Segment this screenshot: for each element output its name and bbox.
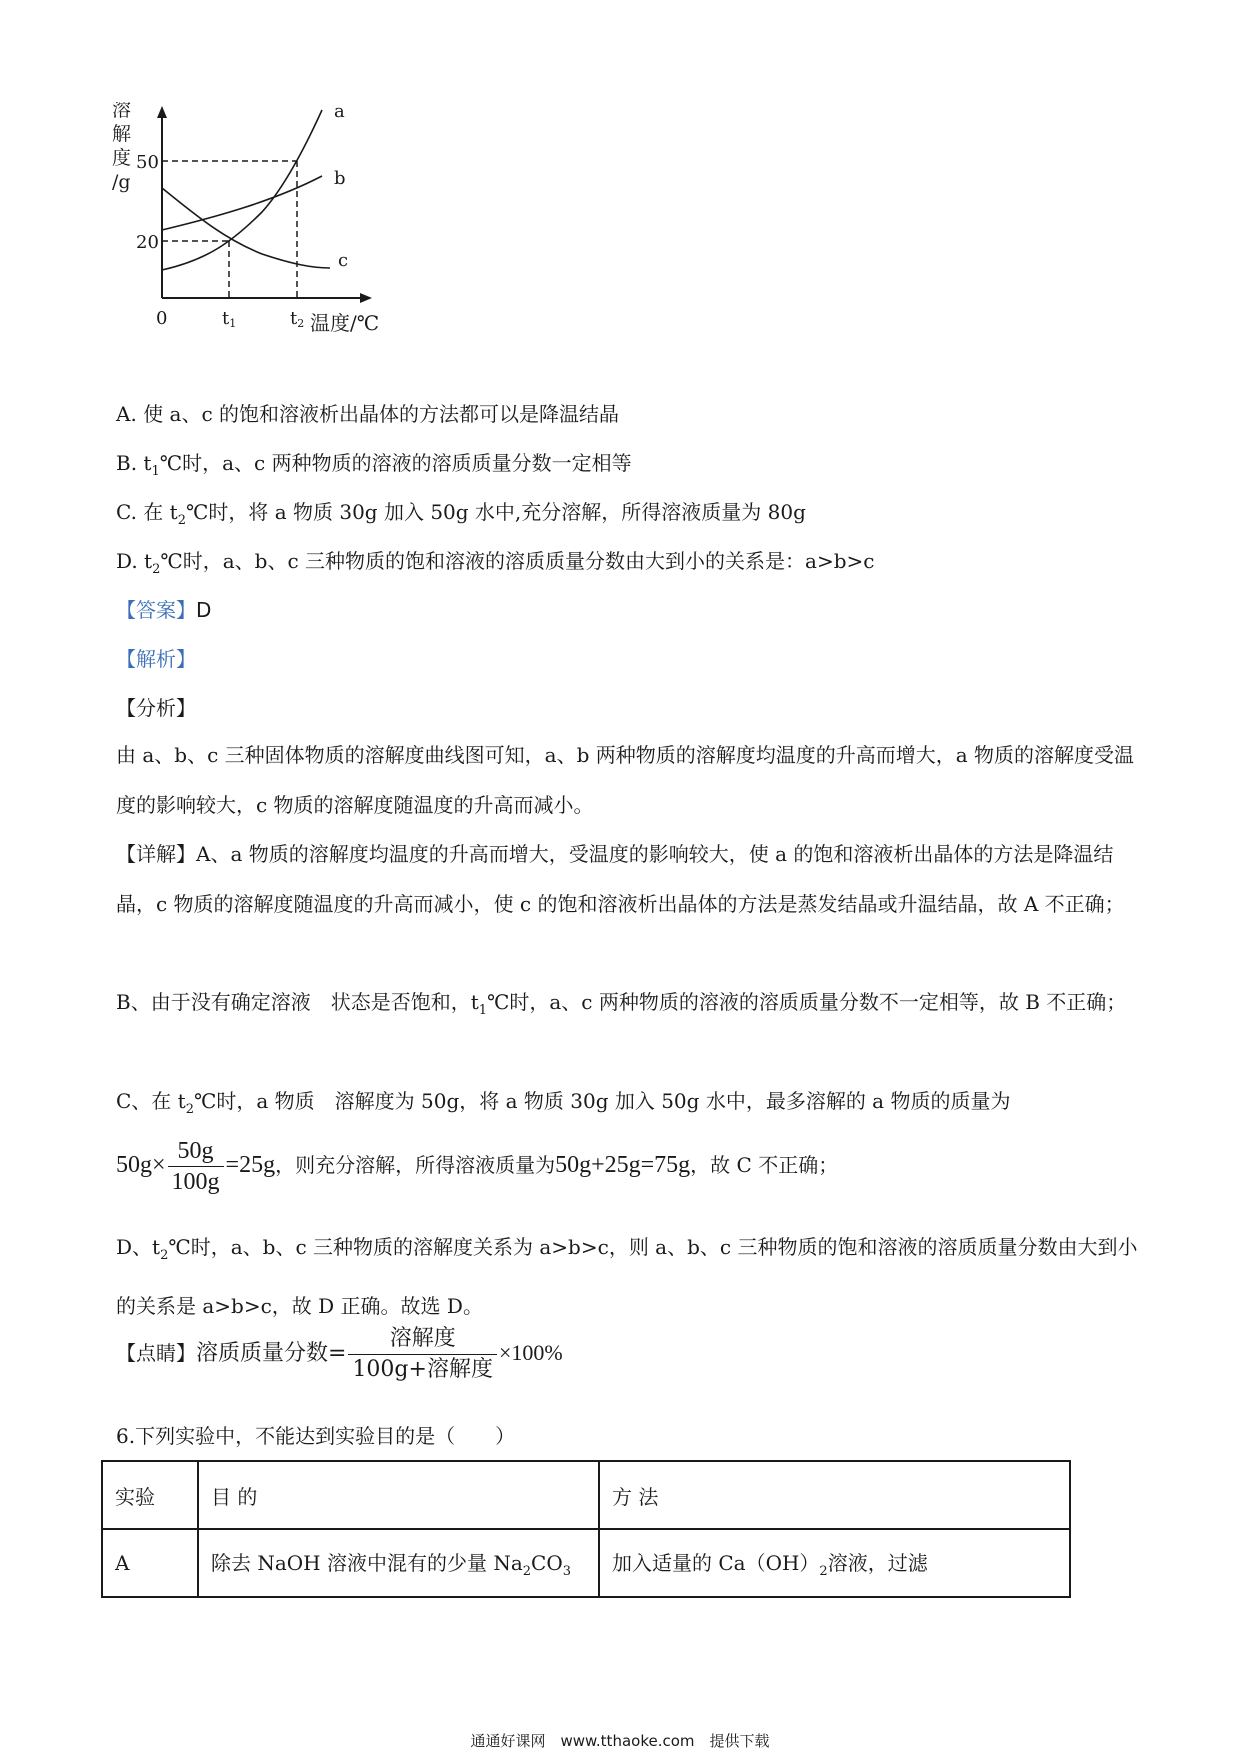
calc-numerator: 50g (168, 1136, 224, 1167)
dianjing-tag: 【点睛】 (116, 1341, 196, 1365)
option-c (116, 498, 806, 535)
q6-cell-exp: A (102, 1529, 198, 1597)
q6-method-sub: 2 (819, 1564, 828, 1579)
dianjing-numerator: 溶解度 (348, 1324, 497, 1355)
dianjing-line (116, 1324, 563, 1385)
q6-header-row (102, 1461, 1070, 1529)
detail-c-pre: C、在 t (116, 1089, 186, 1113)
option-b-sub: 1 (151, 464, 160, 479)
dianjing-denominator: 100g+溶解度 (352, 1357, 493, 1382)
detail-d-sub: 2 (160, 1248, 169, 1263)
detail-c-sub: 2 (185, 1102, 194, 1117)
y-label-line3: 度 (112, 147, 132, 169)
q6-goal-mid: CO (531, 1551, 563, 1575)
page-footer: 通通好课网 www.tthaoke.com 提供下载 (470, 1732, 770, 1750)
detail-a-text: A、a 物质的溶解度均温度的升高而增大，受温度的影响较大，使 a 的饱和溶液析出晶体的方法是降温结晶，c 物质的溶解度随温度的升高而减小，使 c 的饱和溶液析出晶体的方法是蒸发结晶或升温结晶，故 A 不正确； (116, 842, 1125, 916)
calc-end: ，故 C 不正确； (690, 1153, 839, 1177)
option-d-pre: D. t (116, 549, 153, 573)
y-label-line4: /g (112, 171, 131, 193)
y-label-line2: 解 (112, 123, 132, 145)
q6-cell-goal (198, 1529, 599, 1597)
option-b (116, 449, 632, 486)
calc-fraction (168, 1136, 224, 1197)
answer-line (116, 596, 211, 624)
fenxi-tag: 【分析】 (116, 696, 196, 720)
detail-tag: 【详解】 (116, 842, 196, 866)
solubility-chart (112, 102, 432, 382)
detail-c-calculation (116, 1136, 838, 1197)
dianjing-tail: ×100% (498, 1340, 563, 1365)
calc-denominator: 100g (171, 1169, 220, 1195)
answer-value: D (196, 598, 212, 622)
q6-goal-sub2: 3 (562, 1564, 572, 1579)
q6-header-method: 方 法 (599, 1461, 1070, 1529)
q6-header-exp: 实验 (102, 1461, 198, 1529)
curve-a (162, 110, 322, 270)
option-c-pre: C. 在 t (116, 500, 178, 524)
option-d-post: ℃时，a、b、c 三种物质的饱和溶液的溶质质量分数由大到小的关系是：a>b>c (160, 549, 875, 573)
detail-b-post: ℃时，a、c 两种物质的溶液的溶质质量分数不一定相等，故 B 不正确； (487, 990, 1127, 1014)
solubility-figure (112, 102, 432, 382)
y-tick-20: 20 (136, 232, 159, 253)
detail-b-paragraph (116, 977, 1140, 1036)
option-c-post: ℃时，将 a 物质 30g 加入 50g 水中,充分溶解，所得溶液质量为 80g (185, 500, 806, 524)
detail-d-post: ℃时，a、b、c 三种物质的溶解度关系为 a>b>c，则 a、b、c 三种物质的饱和溶液的溶质质量分数由大到小的关系是 a>b>c，故 D 正确。故选 D。 (116, 1235, 1138, 1318)
detail-d-pre: D、t (116, 1235, 161, 1259)
x-tick-t2: t2 (290, 308, 305, 330)
q6-method-post: 溶液，过滤 (827, 1551, 928, 1575)
y-axis-arrow (157, 106, 167, 118)
q6-goal-sub1: 2 (522, 1564, 532, 1579)
detail-d-paragraph (116, 1222, 1140, 1331)
option-d (116, 547, 874, 584)
calc-sum: 50g+25g=75g (555, 1152, 691, 1178)
y-tick-50: 50 (136, 152, 159, 173)
dianjing-fraction (348, 1324, 497, 1385)
option-a: A. 使 a、c 的饱和溶液析出晶体的方法都可以是降温结晶 (116, 402, 619, 426)
calc-left: 50g× (116, 1152, 166, 1178)
option-b-post: ℃时，a、c 两种物质的溶液的溶质质量分数一定相等 (159, 451, 632, 475)
x-tick-t1: t1 (222, 308, 237, 330)
detail-c-post: ℃时，a 物质 溶解度为 50g，将 a 物质 30g 加入 50g 水中，最多溶解的 a 物质的质量为 (193, 1089, 1011, 1113)
dianjing-lead: 溶质质量分数= (196, 1341, 347, 1366)
option-c-sub: 2 (177, 513, 186, 528)
q6-cell-method (599, 1529, 1070, 1597)
q6-header-goal: 目 的 (198, 1461, 599, 1529)
curve-label-a: a (334, 102, 345, 122)
q6-row-a (102, 1529, 1070, 1597)
calc-right: =25g (225, 1152, 276, 1178)
option-b-pre: B. t (116, 451, 152, 475)
q6-table (101, 1460, 1071, 1598)
jiexi-tag: 【解析】 (116, 647, 196, 671)
curve-label-b: b (334, 168, 346, 189)
answer-tag: 【答案】 (116, 598, 196, 622)
detail-b-pre: B、由于没有确定溶液 状态是否饱和，t (116, 990, 479, 1014)
detail-b-sub: 1 (478, 1003, 488, 1018)
curve-b (162, 176, 322, 230)
option-d-sub: 2 (152, 562, 161, 577)
x-axis-arrow (360, 293, 372, 303)
q6-stem: 6.下列实验中，不能达到实验目的是（ ） (116, 1424, 516, 1448)
fenxi-paragraph: 由 a、b、c 三种固体物质的溶解度曲线图可知，a、b 两种物质的溶解度均温度的升高而增大，a 物质的溶解度受温度的影响较大，c 物质的溶解度随温度的升高而减小。 (116, 743, 1135, 817)
detail-a-paragraph (116, 829, 1140, 929)
calc-tail: ，则充分溶解，所得溶液质量为 (275, 1153, 556, 1177)
detail-c-paragraph (116, 1076, 1140, 1135)
q6-goal-pre: 除去 NaOH 溶液中混有的少量 Na (211, 1551, 523, 1575)
q6-method-pre: 加入适量的 Ca（OH） (612, 1551, 820, 1575)
x-axis-label: 温度/℃ (310, 311, 380, 335)
origin-label: 0 (156, 308, 168, 329)
curve-label-c: c (338, 250, 349, 271)
y-label-line1: 溶 (112, 102, 132, 121)
